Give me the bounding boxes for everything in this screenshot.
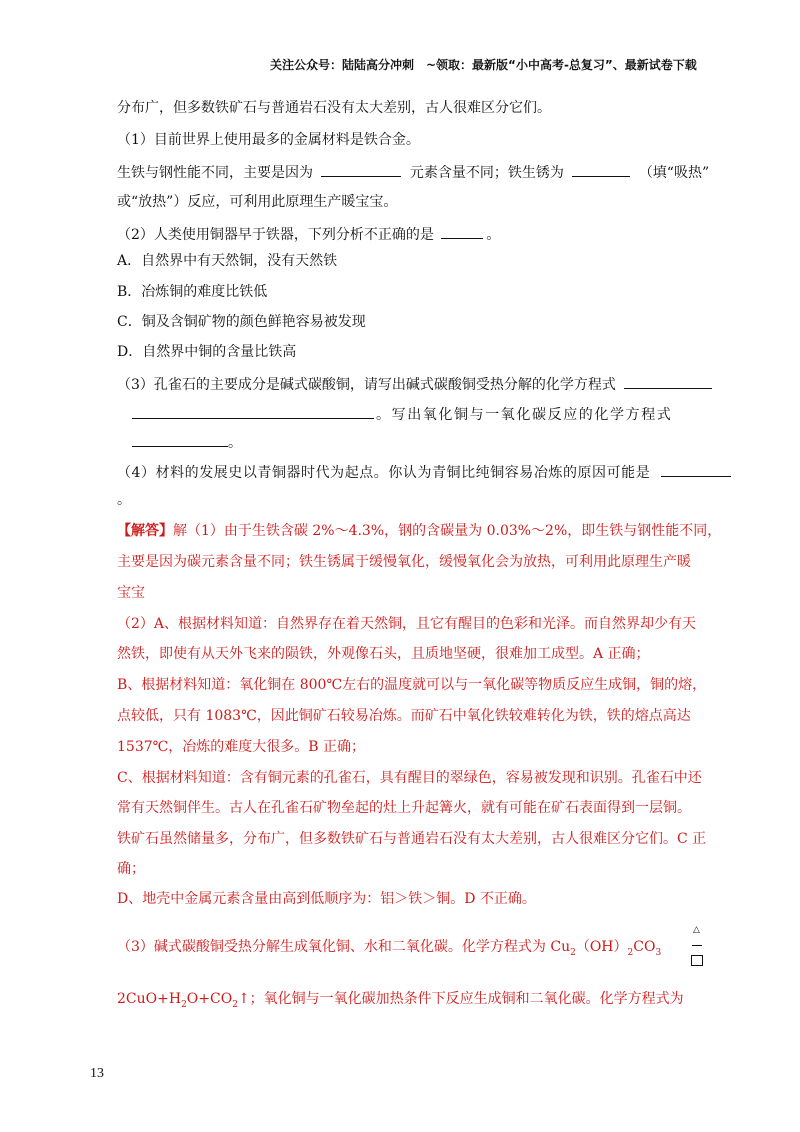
option-d: D．自然界中铜的含量比铁高 [117, 344, 297, 360]
answer-blank[interactable] [132, 404, 374, 419]
answer-line: C、根据材料知道：含有铜元素的孔雀石，具有醒目的翠绿色，容易被发现和识别。孔雀石中还 [117, 770, 702, 786]
question-text: 。写出氧化铜与一氧化碳反应的化学方程式 [376, 407, 673, 423]
answer-blank[interactable] [661, 462, 731, 477]
answer-line: 1537℃，冶炼的难度大很多。B 正确； [117, 739, 366, 755]
answer-blank[interactable] [132, 432, 228, 447]
answer-line [117, 990, 684, 1014]
answer-line: B、根据材料知道：氧化铜在 800℃左右的温度就可以与一氧化碳等物质反应生成铜，铜的熔， [117, 677, 707, 693]
subscript: 3 [655, 947, 662, 958]
question-1-line: 或“放热”）反应，可利用此原理生产暖宝宝。 [117, 194, 398, 210]
question-text: 。 [228, 435, 242, 451]
equation-box-icon [691, 955, 703, 966]
question-2-intro [117, 224, 500, 244]
question-1-intro: （1）目前世界上使用最多的金属材料是铁合金。 [117, 132, 420, 148]
answer-line: D、地壳中金属元素含量由高到低顺序为：铝＞铁＞铜。D 不正确。 [117, 891, 536, 907]
answer-text: CO [633, 939, 656, 955]
question-4-line [117, 462, 731, 482]
option-c: C．铜及含铜矿物的颜色鲜艳容易被发现 [117, 314, 366, 330]
answer-blank[interactable] [572, 162, 630, 177]
answer-line: 常有天然铜伴生。古人在孔雀石矿物垒起的灶上升起篝火，就有可能在矿石表面得到一层铜。 [117, 800, 691, 816]
question-text: （填“吸热” [638, 165, 710, 181]
question-text: （2）人类使用铜器早于铁器，下列分析不正确的是 [117, 227, 434, 243]
answer-line: 主要是因为碳元素含量不同；铁生锈属于缓慢氧化，缓慢氧化会为放热，可利用此原理生产暖 [117, 554, 691, 570]
question-1-line [117, 162, 709, 182]
question-text: 生铁与钢性能不同，主要是因为 [117, 165, 313, 181]
question-text: （4）材料的发展史以青铜器时代为起点。你认为青铜比纯铜容易冶炼的原因可能是 [117, 465, 651, 481]
answer-text: 2CuO+H [117, 991, 182, 1007]
question-4-end: 。 [117, 492, 131, 508]
equation-bar [692, 945, 702, 946]
heating-condition-mark [690, 925, 704, 969]
question-text: 。 [486, 227, 501, 243]
option-b: B．冶炼铜的难度比铁低 [117, 284, 268, 300]
answer-line: 确； [117, 861, 145, 877]
page-number: 13 [90, 1066, 104, 1081]
answer-line: 铁矿石虽然储量多，分布广，但多数铁矿石与普通岩石没有太大差别，古人很难区分它们。C 正 [117, 831, 707, 847]
question-3-line [132, 404, 672, 424]
question-3-line [132, 432, 242, 452]
heat-triangle-icon: △ [693, 925, 700, 935]
question-line: 分布广，但多数铁矿石与普通岩石没有太大差别，古人很难区分它们。 [117, 100, 551, 116]
answer-blank[interactable] [624, 374, 712, 389]
answer-text: ↑；氧化铜与一氧化碳加热条件下反应生成铜和二氧化碳。化学方程式为 [237, 991, 684, 1007]
answer-line [117, 522, 721, 540]
answer-blank[interactable] [321, 162, 401, 177]
answer-line: 然铁，即使有从天外飞来的陨铁，外观像石头，且质地坚硬，很难加工成型。A 正确； [117, 646, 650, 662]
answer-line [117, 938, 661, 962]
question-text: 元素含量不同；铁生锈为 [409, 165, 564, 181]
page-header: 关注公众号：陆陆高分冲刺 ~领取：最新版“小中高考-总复习”、最新试卷下载 [270, 58, 697, 72]
answer-line: 宝宝 [117, 585, 145, 601]
answer-text: O+CO [186, 991, 233, 1007]
subscript: 2 [232, 999, 238, 1010]
subscript: 2 [627, 947, 634, 958]
answer-line: （2）A、根据材料知道：自然界存在着天然铜，且它有醒目的色彩和光泽。而自然界却少有天 [117, 616, 697, 632]
answer-text: （3）碱式碳酸铜受热分解生成氧化铜、水和二氧化碳。化学方程式为 Cu [117, 939, 571, 955]
option-a: A．自然界中有天然铜，没有天然铁 [117, 253, 338, 269]
question-3-line [117, 374, 712, 394]
answer-line: 点较低，只有 1083℃，因此铜矿石较易冶炼。而矿石中氧化铁较难转化为铁，铁的熔点高达 [117, 708, 691, 724]
subscript: 2 [570, 947, 576, 958]
subscript: 2 [181, 999, 187, 1010]
answer-text: 解（1）由于生铁含碳 2%～4.3%，钢的含碳量为 0.03%～2%，即生铁与钢性能不同， [173, 523, 722, 539]
answer-text: （OH） [575, 939, 628, 955]
answer-tag: 【解答】 [117, 523, 173, 539]
question-text: （3）孔雀石的主要成分是碱式碳酸铜，请写出碱式碳酸铜受热分解的化学方程式 [117, 377, 616, 393]
answer-blank[interactable] [441, 224, 483, 239]
